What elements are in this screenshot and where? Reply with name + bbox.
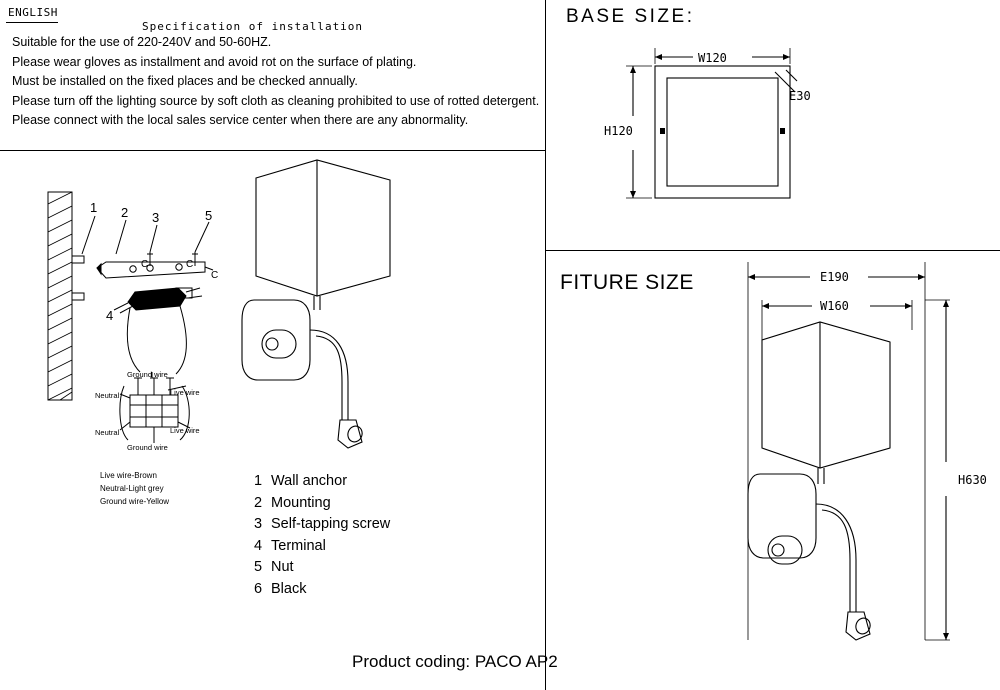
language-label: ENGLISH [8, 6, 58, 19]
part-label: Terminal [271, 537, 326, 554]
instruction-item: Please connect with the local sales service center when there are any abnormality. [12, 113, 469, 127]
wire-label-ground-top: Ground wire [127, 370, 168, 379]
part-number: 1 [254, 473, 263, 489]
wire-label-live-bottom: Live wire [170, 426, 200, 435]
base-height-label: H120 [604, 124, 633, 138]
instruction-item: Suitable for the use of 220-240V and 50-60HZ. [12, 35, 272, 49]
base-size-heading: BASE SIZE: [566, 6, 695, 27]
part-number: 3 [254, 516, 263, 532]
product-coding: Product coding: PACO AP2 [352, 652, 558, 671]
fixture-switch [768, 536, 802, 564]
legend-item: Neutral-Light grey [100, 484, 164, 493]
part-label: Mounting [271, 494, 331, 511]
part-number: 2 [254, 494, 263, 511]
part-number: 6 [254, 580, 263, 597]
fixture-extension-label: E190 [820, 270, 849, 284]
callout-5: 5 [205, 208, 213, 223]
callout-c-right: C [211, 270, 219, 281]
spec-title: Specification of installation [142, 20, 364, 33]
fixture-switch-knob [772, 544, 784, 556]
instruction-item: Must be installed on the fixed places and be checked annually. [12, 74, 358, 88]
fixture-shade [762, 322, 890, 468]
callout-1: 1 [90, 200, 98, 215]
fiture-size-heading: FITURE SIZE [560, 271, 694, 294]
callout-3: 3 [152, 210, 160, 225]
legend-item: Live wire-Brown [100, 471, 157, 480]
fixture-width-label: W160 [820, 299, 849, 313]
wire-label-ground-bottom: Ground wire [127, 443, 168, 452]
instruction-item: Please turn off the lighting source by soft cloth as cleaning prohibited to use of rotted detergent. [12, 93, 540, 108]
part-label: Self-tapping screw [271, 516, 391, 532]
base-width-label: W120 [698, 51, 727, 65]
wire-label-live: Live wire [170, 388, 200, 397]
part-label: Wall anchor [271, 473, 348, 489]
instruction-item: Please wear gloves as installment and avoid rot on the surface of plating. [12, 54, 417, 69]
fixture-reading-head [846, 612, 870, 640]
legend-item: Ground wire-Yellow [100, 497, 170, 506]
callout-c-mid: C [186, 259, 194, 270]
callout-2: 2 [121, 205, 129, 220]
part-number: 4 [254, 537, 263, 554]
base-edge-label: E30 [789, 89, 811, 103]
part-number: 5 [254, 559, 263, 575]
wire-label-neutral-bottom: Neutral [95, 428, 120, 437]
callout-c-left: C [141, 259, 149, 270]
part-label: Black [271, 580, 307, 597]
wire-label-neutral-top: Neutral [95, 391, 120, 400]
part-label: Nut [271, 559, 294, 575]
callout-4: 4 [106, 308, 114, 323]
fixture-height-label: H630 [958, 473, 987, 487]
